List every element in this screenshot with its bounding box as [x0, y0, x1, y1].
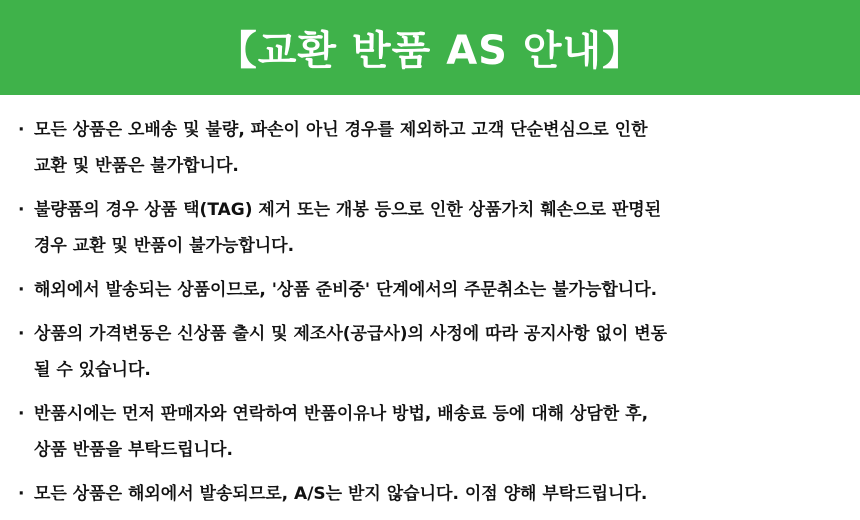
bullet-icon: · — [18, 120, 25, 140]
notice-text: 모든 상품은 오배송 및 불량, 파손이 아닌 경우를 제외하고 고객 단순변심으로 인한 — [34, 120, 648, 140]
notice-list — [0, 112, 860, 520]
notice-text: 해외에서 발송되는 상품이므로, '상품 준비중' 단계에서의 주문취소는 불가능합니다. — [34, 280, 658, 300]
notice-text: 될 수 있습니다. — [34, 360, 151, 380]
notice-text: 모든 상품은 해외에서 발송되므로, A/S는 받지 않습니다. 이점 양해 부탁드립니다. — [34, 484, 648, 504]
notice-item-as-policy — [0, 476, 860, 512]
notice-text: 교환 및 반품은 불가합니다. — [34, 156, 239, 176]
notice-text: 반품시에는 먼저 판매자와 연락하여 반품이유나 방법, 배송료 등에 대해 상담한 후, — [34, 404, 649, 424]
header-banner — [0, 0, 860, 95]
notice-text: 경우 교환 및 반품이 불가능합니다. — [34, 236, 295, 256]
notice-item-price-change — [0, 316, 860, 388]
notice-item-exchange-refund — [0, 112, 860, 184]
notice-text: 불량품의 경우 상품 택(TAG) 제거 또는 개봉 등으로 인한 상품가치 훼손으로 판명된 — [34, 200, 662, 220]
page-title: 【교환 반품 AS 안내】 — [216, 28, 644, 74]
bullet-icon: · — [18, 484, 25, 504]
bullet-icon: · — [18, 280, 25, 300]
notice-item-defective — [0, 192, 860, 264]
notice-item-return-process — [0, 396, 860, 468]
notice-text: 상품의 가격변동은 신상품 출시 및 제조사(공급사)의 사정에 따라 공지사항 없이 변동 — [34, 324, 668, 344]
bullet-icon: · — [18, 404, 25, 424]
bullet-icon: · — [18, 324, 25, 344]
notice-text: 상품 반품을 부탁드립니다. — [34, 440, 233, 460]
notice-item-cancellation — [0, 272, 860, 308]
bullet-icon: · — [18, 200, 25, 220]
